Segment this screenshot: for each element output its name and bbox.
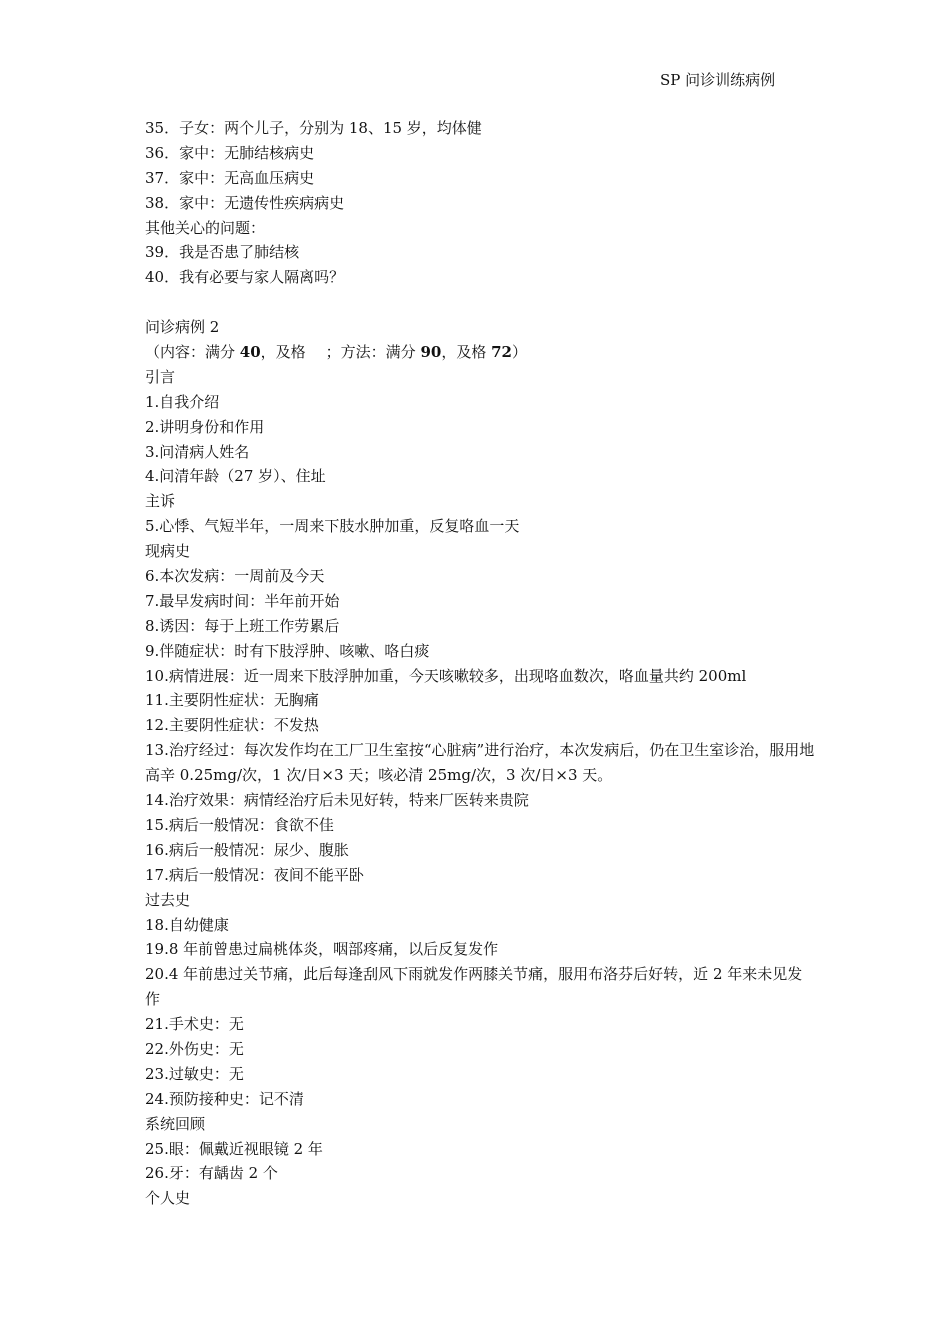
text-line: 8.诱因：每于上班工作劳累后 <box>145 616 340 635</box>
method-pass-score: 72 <box>491 343 512 362</box>
text-line: 23.过敏史：无 <box>145 1064 244 1083</box>
method-full-score: 90 <box>420 343 442 362</box>
section-heading: 过去史 <box>145 890 191 909</box>
score-prefix: （内容：满分 <box>145 343 240 362</box>
section-heading: 系统回顾 <box>145 1114 206 1133</box>
score-suffix: ） <box>511 343 527 362</box>
text-line: 9.伴随症状：时有下肢浮肿、咳嗽、咯白痰 <box>145 641 430 660</box>
section-heading: 个人史 <box>145 1189 191 1208</box>
text-line: 25.眼：佩戴近视眼镜 2 年 <box>145 1139 323 1158</box>
text-paragraph: 20.4 年前患过关节痛，此后每逢刮风下雨就发作两膝关节痛，服用布洛芬后好转，近 2 年来未见发作 <box>145 965 803 1009</box>
text-line: 3.问清病人姓名 <box>145 442 250 461</box>
text-line: 37．家中：无高血压病史 <box>145 168 315 187</box>
score-line <box>145 340 815 365</box>
section-heading: 引言 <box>145 367 176 386</box>
text-paragraph: 13.治疗经过：每次发作均在工厂卫生室按“心脏病”进行治疗，本次发病后，仍在卫生室诊治，服用地高辛 0.25mg/次，1 次/日×3 天；咳必清 25mg/次，3 次/日×3 天。 <box>145 741 815 785</box>
page-header: SP 问诊训练病例 <box>660 71 776 89</box>
text-line: 16.病后一般情况：尿少、腹胀 <box>145 840 349 859</box>
content-full-score: 40 <box>239 343 261 362</box>
spacer <box>145 290 815 315</box>
text-line: 14.治疗效果：病情经治疗后未见好转，特来厂医转来贵院 <box>145 791 529 810</box>
text-line: 26.牙：有龋齿 2 个 <box>145 1164 278 1183</box>
section-heading: 现病史 <box>145 542 191 561</box>
text-line: 22.外伤史：无 <box>145 1040 244 1059</box>
method-label: ；方法：满分 <box>325 343 421 362</box>
text-line: 40．我有必要与家人隔离吗？ <box>145 268 345 287</box>
text-line: 10.病情进展：近一周来下肢浮肿加重，今天咳嗽较多，出现咯血数次，咯血量共约 200ml <box>145 666 747 685</box>
content-pass-label: ，及格 <box>260 343 306 362</box>
text-line: 36．家中：无肺结核病史 <box>145 143 315 162</box>
text-line: 21.手术史：无 <box>145 1015 244 1034</box>
case-title: 问诊病例 2 <box>145 318 220 337</box>
text-line: 15.病后一般情况：食欲不佳 <box>145 815 334 834</box>
text-line: 2.讲明身份和作用 <box>145 417 265 436</box>
text-line: 38．家中：无遗传性疾病病史 <box>145 193 345 212</box>
text-line: 6.本次发病：一周前及今天 <box>145 567 325 586</box>
text-line: 24.预防接种史：记不清 <box>145 1089 304 1108</box>
text-line: 4.问清年龄（27 岁）、住址 <box>145 467 326 486</box>
document-body <box>145 116 815 1211</box>
text-line: 1.自我介绍 <box>145 392 220 411</box>
text-line: 7.最早发病时间：半年前开始 <box>145 591 340 610</box>
text-line: 5.心悸、气短半年，一周来下肢水肿加重，反复咯血一天 <box>145 517 520 536</box>
section-heading: 主诉 <box>145 492 176 511</box>
text-line: 18.自幼健康 <box>145 915 229 934</box>
text-line: 12.主要阴性症状：不发热 <box>145 716 319 735</box>
section-heading: 其他关心的问题： <box>145 218 266 237</box>
text-line: 17.病后一般情况：夜间不能平卧 <box>145 865 364 884</box>
text-line: 19.8 年前曾患过扁桃体炎，咽部疼痛，以后反复发作 <box>145 940 499 959</box>
text-line: 35．子女：两个儿子，分别为 18、15 岁，均体健 <box>145 119 482 137</box>
text-line: 39．我是否患了肺结核 <box>145 243 300 262</box>
method-pass-label: ，及格 <box>441 343 492 362</box>
text-line: 11.主要阴性症状：无胸痛 <box>145 691 319 710</box>
